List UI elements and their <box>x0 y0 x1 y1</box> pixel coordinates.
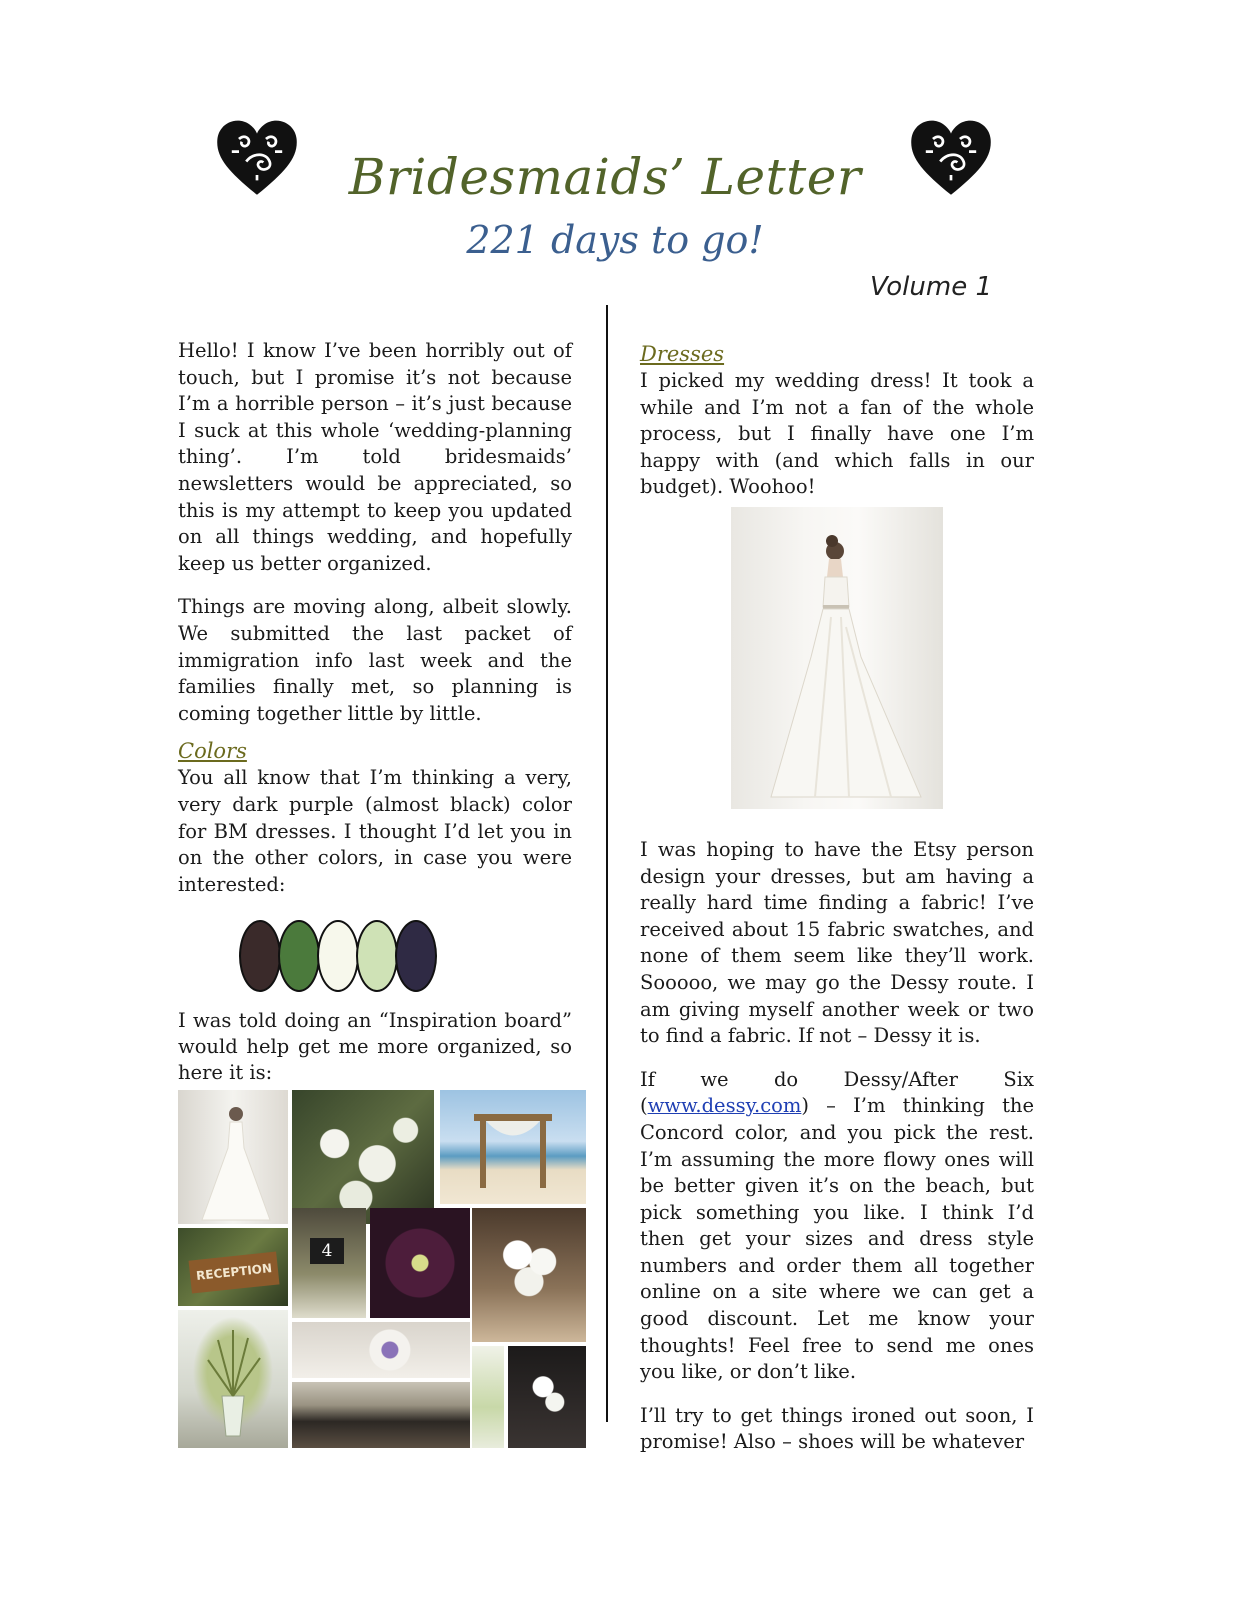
color-swatches <box>236 920 436 992</box>
board-photo-flowers <box>292 1090 434 1224</box>
reception-sign-label: RECEPTION <box>189 1252 280 1294</box>
board-photo-beach-arch <box>440 1090 586 1204</box>
countdown-subtitle: 221 days to go! <box>466 218 764 262</box>
color-swatch <box>395 920 437 992</box>
board-photo-purple-flower <box>370 1208 470 1318</box>
color-swatch <box>317 920 359 992</box>
dresses-paragraph: I picked my wedding dress! It took a while and I’m not a fan of the whole process, but I finally have one I’m happy with (and which falls in our budget). Woohoo! <box>640 369 1034 499</box>
closing-paragraph: I’ll try to get things ironed out soon, I promise! Also – shoes will be whatever <box>640 1403 1034 1454</box>
wedding-arch-icon <box>440 1090 586 1204</box>
bride-gown-icon <box>178 1090 288 1224</box>
column-divider <box>606 305 608 1422</box>
board-photo-drink <box>472 1346 504 1448</box>
board-photo-orchid <box>292 1322 470 1378</box>
colors-heading: Colors <box>178 739 247 764</box>
board-photo-bride <box>178 1090 288 1224</box>
color-swatch <box>239 920 281 992</box>
heart-ornament-left-icon <box>212 112 302 202</box>
board-photo-bouquet <box>472 1208 586 1342</box>
color-swatch <box>356 920 398 992</box>
right-column <box>640 338 1034 1473</box>
dessy-paragraph <box>640 1067 1034 1386</box>
etsy-paragraph: I was hoping to have the Etsy person design your dresses, but am having a really hard time finding a fabric! I’ve received about 15 fabric swatches, and none of them seem like they’ll work. Sooooo, we may go the Dessy route. I am giving myself another week or two to find a fabric. If not – Dessy it is. <box>640 837 1034 1048</box>
board-photo-bridesmaid-bouquet <box>508 1346 586 1448</box>
page-title: Bridesmaids’ Letter <box>348 148 862 206</box>
progress-paragraph: Things are moving along, albeit slowly. We submitted the last packet of immigration info last week and the families finally met, so planning is coming together little by little. <box>178 595 572 725</box>
inspiration-board <box>178 1090 586 1448</box>
left-column <box>178 338 572 1448</box>
dessy-text-before: If we do Dessy/After Six ( <box>640 1067 1034 1118</box>
board-photo-reception-sign <box>178 1228 288 1306</box>
board-photo-dining-tables <box>292 1382 470 1448</box>
dessy-link[interactable]: www.dessy.com <box>647 1094 802 1118</box>
color-swatch <box>278 920 320 992</box>
wedding-dress-photo <box>731 507 943 809</box>
heart-ornament-right-icon <box>906 112 996 202</box>
dessy-text-after: ) – I’m thinking the Concord color, and you pick the rest. I’m assuming the more flowy ones will be better given it’s on the beach, but pick something you like. I think I’d then get your sizes and dress style numbers and order them all together online on a site where we can get a good discount. Let me know your thoughts! Feel free to send me ones you like, or don’t like. <box>640 1094 1034 1384</box>
vase-icon <box>178 1310 288 1448</box>
colors-paragraph: You all know that I’m thinking a very, very dark purple (almost black) color for BM dresses. I thought I’d let you in on the other colors, in case you were interested: <box>178 766 572 896</box>
intro-paragraph: Hello! I know I’ve been horribly out of touch, but I promise it’s not because I’m a horrible person – it’s just because I suck at this whole ‘wedding-planning thing’. I’m told bridesmaids’ newsletters would be appreciated, so this is my attempt to keep you updated on all things wedding, and hopefully keep us better organized. <box>178 339 572 575</box>
table-number-card: 4 <box>310 1238 344 1264</box>
volume-label: Volume 1 <box>870 272 993 302</box>
wedding-dress-icon <box>731 507 943 809</box>
board-photo-table-number <box>292 1208 366 1318</box>
dresses-heading: Dresses <box>640 342 725 366</box>
inspiration-paragraph: I was told doing an “Inspiration board” would help get me more organized, so here it is: <box>178 1009 572 1085</box>
board-photo-centerpiece <box>178 1310 288 1448</box>
